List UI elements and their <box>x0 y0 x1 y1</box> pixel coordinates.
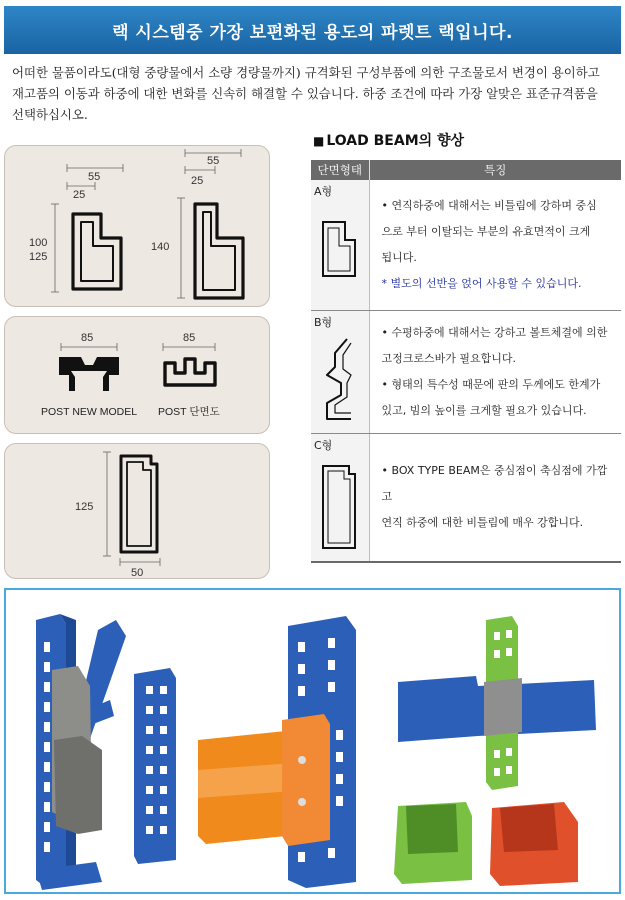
orange-beam-post-illustration <box>198 616 356 888</box>
post-section-diagram <box>5 317 271 435</box>
feature-line: • BOX TYPE BEAM은 중심점이 축심점에 가깝고 <box>381 464 608 504</box>
feature-line: • 수평하중에 대해서는 강하고 볼트체결에 의한 <box>381 325 608 339</box>
beam-a-profile <box>73 214 121 289</box>
dim-label: 100 <box>29 237 48 249</box>
feature-line: 있고, 빔의 높이를 크게할 필요가 있습니다. <box>381 403 587 417</box>
dim-label: 25 <box>191 175 204 187</box>
dim-label: 55 <box>207 155 220 167</box>
table-header-row <box>311 160 621 180</box>
dim-label: 25 <box>73 189 86 201</box>
green-post-beam-illustration <box>394 616 596 886</box>
type-cell <box>311 433 369 562</box>
intro-line: 어떠한 물품이라도(대형 중량물에서 소량 경량물까지) 규격화된 구성부품에 의한 구조물로서 변경이 용이하고 <box>12 65 600 80</box>
intro-line: 재고품의 이동과 하중에 대한 변화를 신속히 해결할 수 있습니다. 하중 조건에 따라 가장 알맞은 표준규격품을 <box>12 86 598 101</box>
feature-cell <box>369 180 621 310</box>
intro-line: 선택하십시오. <box>12 107 88 122</box>
type-cell <box>311 310 369 433</box>
feature-line: 연직 하중에 대한 비틀림에 매우 강합니다. <box>381 516 584 530</box>
square-bullet-icon: ■ <box>313 134 325 148</box>
load-beam-title: LOAD BEAM의 향상 <box>326 133 465 149</box>
dim-label: 125 <box>75 501 94 513</box>
product-photo-frame <box>4 588 621 894</box>
beam-section-panel <box>4 145 270 307</box>
col-header-feature: 특징 <box>369 160 621 180</box>
feature-line: 으로 부터 이탈되는 부분의 유효면적이 크게 <box>381 224 591 238</box>
post-new-model-profile <box>59 357 119 391</box>
dim-label: 50 <box>131 567 144 579</box>
load-beam-heading <box>313 130 464 150</box>
feature-line: 고정크로스바가 필요합니다. <box>381 351 517 365</box>
table-row <box>311 433 621 562</box>
feature-note: * 별도의 선반을 얹어 사용할 수 있습니다. <box>381 276 582 290</box>
dim-label: 85 <box>183 332 196 344</box>
table-row <box>311 310 621 433</box>
type-label: A형 <box>314 185 333 198</box>
feature-line: • 형태의 특수성 때문에 판의 두께에도 한계가 <box>381 377 601 391</box>
beam-b-profile <box>195 204 243 298</box>
post-section-profile <box>165 359 215 385</box>
beam-a-icon <box>317 216 361 282</box>
post-section-panel <box>4 316 270 434</box>
type-label: C형 <box>314 438 333 452</box>
post-new-model-label: POST NEW MODEL <box>41 406 138 418</box>
post-section-label: POST 단면도 <box>158 406 220 418</box>
col-header-type: 단면형태 <box>311 160 369 180</box>
table-row <box>311 180 621 310</box>
dim-label: 55 <box>88 171 101 183</box>
feature-cell <box>369 433 621 562</box>
post-side-diagram <box>5 444 271 580</box>
post-side-panel <box>4 443 270 579</box>
dim-label: 140 <box>151 241 170 253</box>
blue-post-bracket-illustration <box>36 614 176 890</box>
beam-b-icon <box>317 335 361 425</box>
load-beam-table <box>311 160 621 563</box>
feature-cell <box>369 310 621 433</box>
beam-c-icon <box>317 460 361 550</box>
post-side-profile <box>121 456 157 552</box>
intro-paragraph <box>12 62 617 125</box>
dim-label: 85 <box>81 332 94 344</box>
feature-line: • 연직하중에 대해서는 비틀림에 강하며 중심 <box>381 198 597 212</box>
feature-line: 됩니다. <box>381 250 417 264</box>
rack-components-illustration <box>6 590 619 892</box>
type-label: B형 <box>314 315 333 329</box>
dim-label: 125 <box>29 251 48 263</box>
page-title: 랙 시스템중 가장 보편화된 용도의 파렛트 랙입니다. <box>112 22 513 43</box>
beam-section-diagram <box>5 146 271 308</box>
page-title-banner <box>4 6 621 54</box>
type-cell <box>311 180 369 310</box>
